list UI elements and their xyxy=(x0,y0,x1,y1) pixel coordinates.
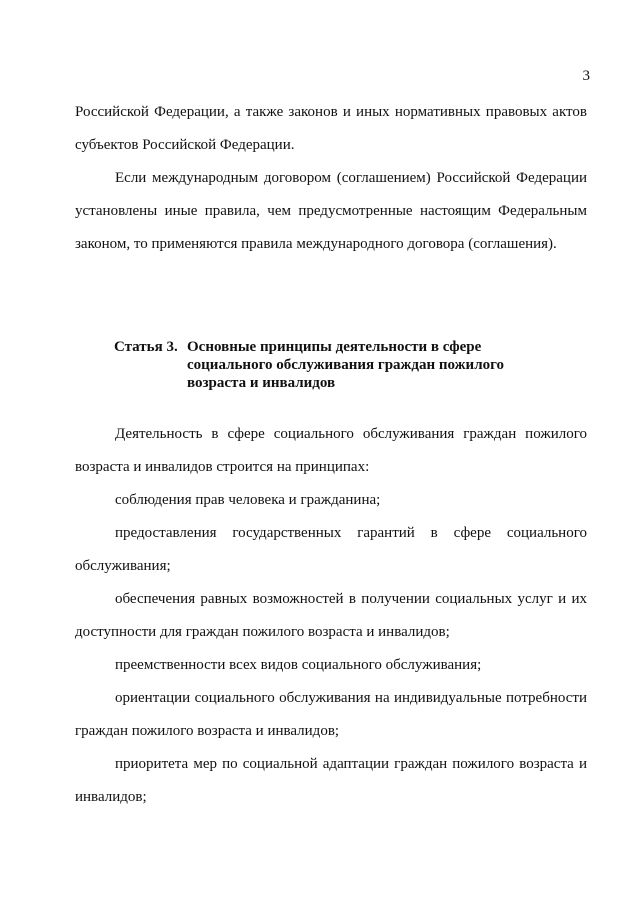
list-item: преемственности всех видов социального обслуживания; xyxy=(115,657,482,673)
article-number: Статья 3. xyxy=(114,339,178,355)
paragraph: Если международным договором (соглашением) Российской Федерации установлены иные правила, чем предусмотренные настоящим Федеральным законом, то применяются правила международного договора (соглашения). xyxy=(75,170,587,252)
list-item: обеспечения равных возможностей в получении социальных услуг и их доступности для граждан пожилого возраста и инвалидов; xyxy=(75,591,587,640)
list-item: ориентации социального обслуживания на индивидуальные потребности граждан пожилого возраста и инвалидов; xyxy=(75,690,587,739)
list-item: предоставления государственных гарантий в сфере социального обслуживания; xyxy=(75,525,587,574)
article-text-block xyxy=(75,418,587,814)
article-title: Основные принципы деятельности в сфере социального обслуживания граждан пожилого возраста и инвалидов xyxy=(187,339,505,391)
page-number: 3 xyxy=(582,68,590,84)
list-item: соблюдения прав человека и гражданина; xyxy=(115,492,381,508)
intro-text-block xyxy=(75,96,587,261)
article-heading xyxy=(114,338,554,392)
paragraph: Российской Федерации, а также законов и иных нормативных правовых актов субъектов Российской Федерации. xyxy=(75,104,587,153)
list-item: приоритета мер по социальной адаптации граждан пожилого возраста и инвалидов; xyxy=(75,756,587,805)
paragraph: Деятельность в сфере социального обслуживания граждан пожилого возраста и инвалидов строится на принципах: xyxy=(75,426,587,475)
